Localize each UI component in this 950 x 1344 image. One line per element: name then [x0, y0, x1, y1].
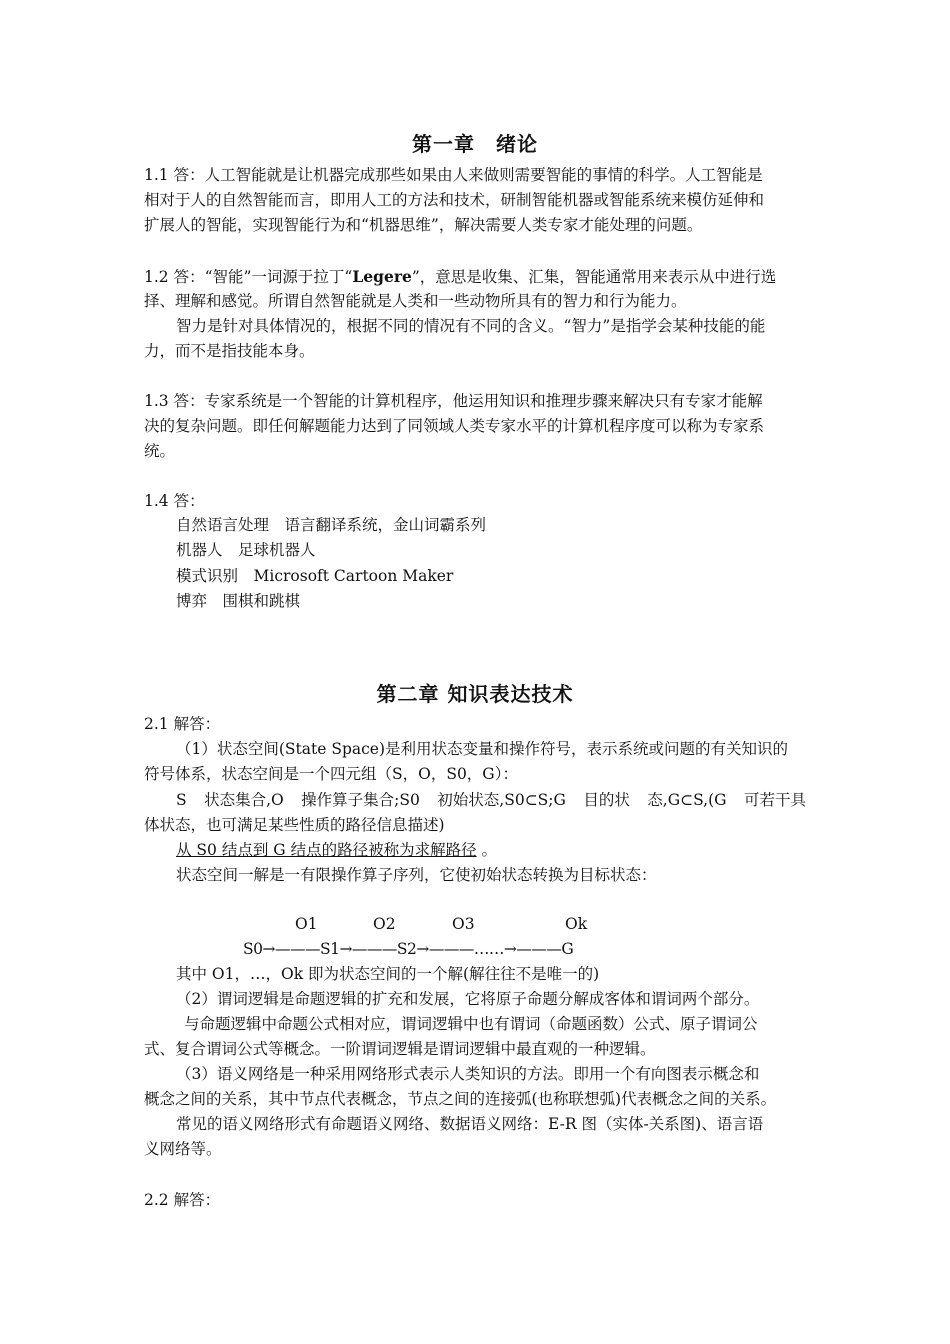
predicate-logic-line: （2）谓词逻辑是命题逻辑的扩充和发展，它将原子命题分解成客体和谓词两个部分。 — [176, 990, 760, 1008]
chapter-1-title: 第一章 绪论 — [412, 132, 538, 156]
predicate-logic-line: 与命题逻辑中命题公式相对应，谓词逻辑中也有谓词（命题函数）公式、原子谓词公 — [184, 1015, 758, 1033]
answer-1-1-line: 1.1 答：人工智能就是让机器完成那些如果由人来做则需要智能的事情的科学。人工智能是 — [144, 166, 763, 184]
state-space-line: （1）状态空间(State Space)是利用状态变量和操作符号，表示系统或问题的有关知识的 — [176, 740, 789, 758]
figure-note: 其中 O1，…，Ok 即为状态空间的一个解(解往往不是唯一的) — [176, 965, 600, 983]
answer-1-2-text: ”，意思是收集、汇集，智能通常用来表示从中进行选 — [411, 268, 777, 286]
state-space-definition-line — [176, 793, 806, 809]
operator-label: O2 — [373, 915, 396, 933]
operator-label: Ok — [565, 915, 588, 933]
answer-2-1-label: 2.1 解答： — [144, 715, 221, 733]
answer-1-3-line: 统。 — [144, 442, 176, 460]
state-space-definition-line: 体状态，也可满足某些性质的路径信息描述) — [144, 816, 445, 834]
answer-1-2-text: 1.2 答：“智能”一词源于拉丁“ — [144, 268, 353, 286]
definition-part: 初始状态,S0⊂S;G — [437, 791, 566, 809]
period: 。 — [481, 841, 498, 859]
semantic-network-forms-line: 常见的语义网络形式有命题语义网络、数据语义网络：E-R 图（实体-关系图)、语言语 — [176, 1115, 764, 1133]
semantic-network-line: （3）语义网络是一种采用网络形式表示人类知识的方法。即用一个有向图表示概念和 — [176, 1065, 760, 1083]
answer-1-2-line — [144, 269, 776, 286]
definition-part: 态,G⊂S,(G — [647, 791, 727, 809]
operator-label: O1 — [295, 915, 318, 933]
chapter-2-title: 第二章 知识表达技术 — [376, 682, 574, 706]
answer-1-2-line: 择、理解和感觉。所谓自然智能就是人类和一些动物所具有的智力和行为能力。 — [144, 292, 687, 310]
ai-application-item: 自然语言处理 语言翻译系统，金山词霸系列 — [176, 516, 487, 534]
solution-path-definition — [176, 843, 497, 859]
definition-part: 状态集合,O — [204, 791, 284, 809]
latin-term: Legere — [352, 267, 412, 286]
semantic-network-forms-line: 义网络等。 — [144, 1140, 222, 1158]
underlined-text: 从 S0 结点到 G 结点的路径被称为求解路径 — [176, 841, 477, 859]
definition-part: 目的状 — [583, 791, 630, 809]
answer-1-3-line: 1.3 答：专家系统是一个智能的计算机程序，他运用知识和推理步骤来解决只有专家才能解 — [144, 392, 763, 410]
predicate-logic-line: 式、复合谓词公式等概念。一阶谓词逻辑是谓词逻辑中最直观的一种逻辑。 — [144, 1040, 656, 1058]
answer-2-2-label: 2.2 解答： — [144, 1191, 221, 1209]
state-space-line: 符号体系，状态空间是一个四元组（S，O，S0，G）： — [144, 765, 518, 783]
definition-part: 可若干具 — [743, 791, 806, 809]
ai-application-item: 机器人 足球机器人 — [176, 541, 316, 559]
answer-1-4-label: 1.4 答： — [144, 492, 205, 510]
answer-1-2-line: 力，而不是指技能本身。 — [144, 342, 315, 360]
state-sequence: S0→———S1→———S2→———……→———G — [243, 940, 574, 958]
ai-application-item: 模式识别 Microsoft Cartoon Maker — [176, 567, 454, 585]
answer-1-2-line: 智力是针对具体情况的，根据不同的情况有不同的含义。“智力”是指学会某种技能的能 — [176, 317, 766, 335]
answer-1-1-line: 相对于人的自然智能而言，即用人工的方法和技术，研制智能机器或智能系统来模仿延伸和 — [144, 191, 765, 209]
definition-part: 操作算子集合;S0 — [301, 791, 420, 809]
answer-1-1-line: 扩展人的智能，实现智能行为和“机器思维”，解决需要人类专家才能处理的问题。 — [144, 216, 703, 234]
ai-application-item: 博弈 围棋和跳棋 — [176, 592, 301, 610]
operator-label: O3 — [452, 915, 475, 933]
solution-sentence: 状态空间一解是一有限操作算子序列，它使初始状态转换为目标状态： — [176, 866, 657, 884]
definition-part: S — [176, 791, 187, 809]
answer-1-3-line: 决的复杂问题。即任何解题能力达到了同领域人类专家水平的计算机程序度可以称为专家系 — [144, 417, 765, 435]
semantic-network-line: 概念之间的关系，其中节点代表概念，节点之间的连接弧(也称联想弧)代表概念之间的关系。 — [144, 1090, 777, 1108]
